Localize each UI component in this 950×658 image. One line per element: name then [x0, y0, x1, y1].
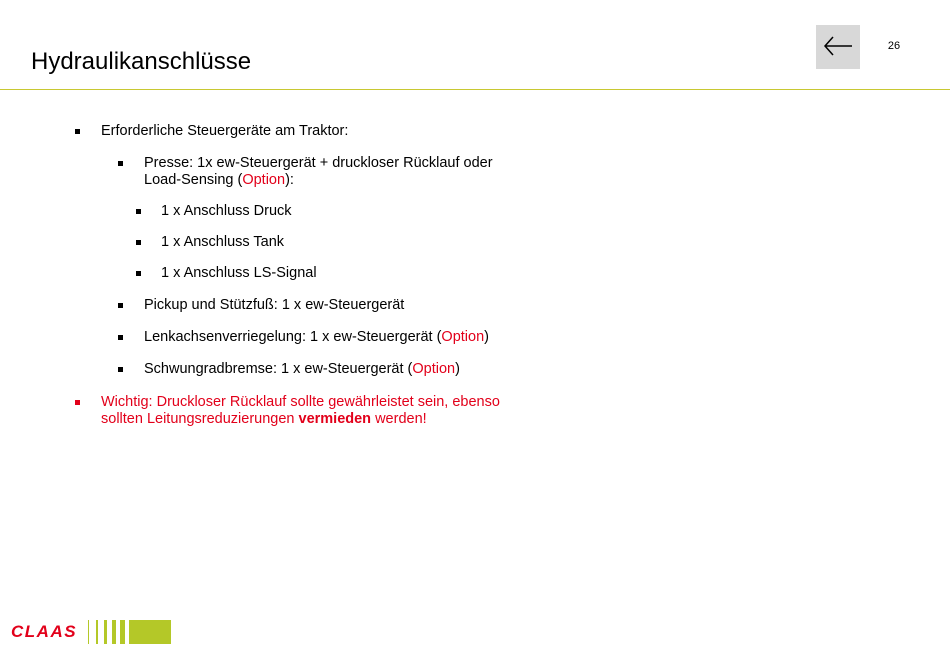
bullet-square-icon: [75, 400, 80, 405]
bullet-level1: Erforderliche Steuergeräte am Traktor:: [101, 123, 348, 140]
bullet-level2: Pickup und Stützfuß: 1 x ew-Steuergerät: [144, 297, 404, 314]
bullet-square-icon: [136, 209, 141, 214]
bullet-level3: 1 x Anschluss Tank: [161, 234, 284, 251]
option-label: Option: [441, 329, 485, 345]
bullet-square-icon: [136, 271, 141, 276]
bullet-level3: 1 x Anschluss Druck: [161, 203, 292, 220]
bullet-level2: Schwungradbremse: 1 x ew-Steuergerät (Option): [144, 361, 460, 378]
bullet-square-icon: [118, 367, 123, 372]
logo-text: CLAAS: [11, 622, 78, 641]
brand-stripes: [88, 620, 172, 644]
bullet-level3: 1 x Anschluss LS-Signal: [161, 265, 317, 282]
bullet-square-icon: [118, 303, 123, 308]
bullet-square-icon: [75, 129, 80, 134]
bullet-level2: Lenkachsenverriegelung: 1 x ew-Steuergerät (Option): [144, 329, 489, 346]
bullet-square-icon: [118, 161, 123, 166]
emphasis-text: vermieden: [298, 411, 372, 427]
bullet-square-icon: [136, 240, 141, 245]
option-label: Option: [412, 361, 456, 377]
slide-title: Hydraulikanschlüsse: [31, 48, 252, 75]
bullet-square-icon: [118, 335, 123, 340]
page-number: 26: [887, 40, 901, 52]
bullet-level2: Presse: 1x ew-Steuergerät + druckloser Rücklauf oder Load-Sensing (Option):: [144, 155, 493, 189]
warning-bullet: Wichtig: Druckloser Rücklauf sollte gewährleistet sein, ebenso sollten Leitungsreduzierungen vermieden werden!: [101, 394, 500, 428]
option-label: Option: [242, 172, 286, 188]
